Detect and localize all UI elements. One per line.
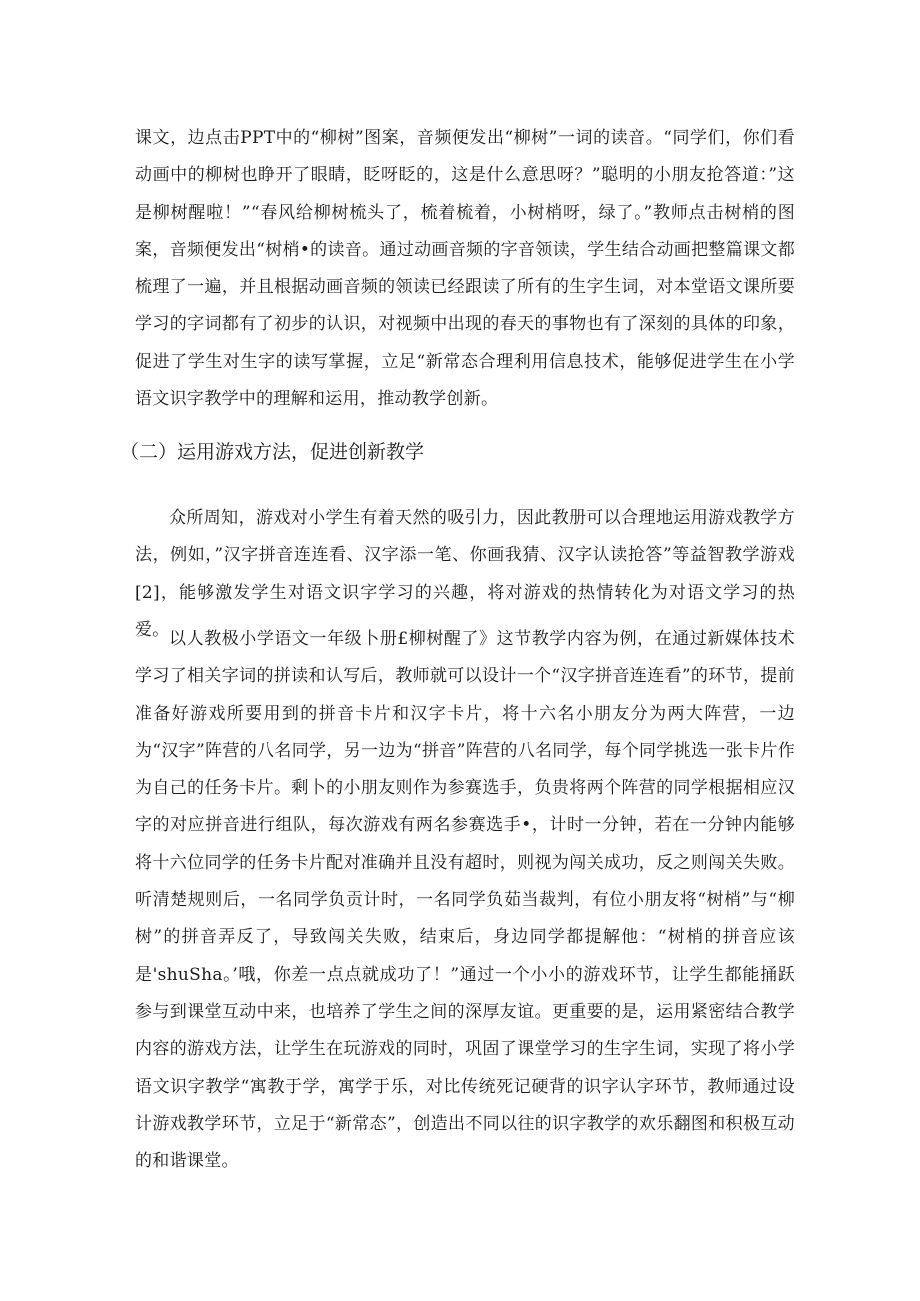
paragraph-1: 课文，边点击PPT中的“柳树”图案，音频便发出“柳树”一词的读音。“同学们，你们看动画中的柳树也睁开了眼睛，眨呀眨的，这是什么意思呀？”聪明的小朋友抢答道：”这是柳树醒啦！”“春风给柳树梳头了，梳着梳着，小树梢呀，绿了。”教师点击树梢的图案，音频便发出“树梢•的读音。通过动画音频的字音领读，学生结合动画把整篇课文都梳理了一遍，并且根据动画音频的领读已经跟读了所有的生字生词，对本堂语文课所要学习的字词都有了初步的认识，对视频中出现的春天的事物也有了深刻的具体的印象，促进了学生对生字的读写掌握，立足“新常态合理利用信息技术，能够促进学生在小学语文识字教学中的理解和运用，推动教学创新。 [135, 128, 795, 410]
paragraph-3: 以人教极小学语文一年级卜册£柳树醒了》这节教学内容为例，在通过新媒体技术学习了相关字词的拼读和认写后，教师就可以设计一个“汉字拼音连连看”的环节，提前准备好游戏所要用到的拼音卡片和汉字卡片，将十六名小朋友分为两大阵营，一边为“汉字”阵营的八名同学，另一边为“拼音”阵营的八名同学，每个同学挑选一张卡片作为自己的任务卡片。剩卜的小朋友则作为参赛选手，负贵将两个阵营的同学根据相应汉字的对应拼音进行组队，每次游戏有两名参赛选手•，计时一分钟，若在一分钟内能够将十六位同学的任务卡片配对准确并且没有超时，则视为闯关成功，反之则闯关失败。听清楚规则后，一名同学负贡计时，一名同学负茹当裁判，有位小朋友将“树梢”与“柳树”的拼音弄反了，导致闯关失败，结束后，身边同学都提解他：“树梢的拼音应该是'shuSha。’哦，你差一点点就成功了！”通过一个小小的游戏环节，让学生都能捅跃参与到课堂互动中来，也培养了学生之间的深厚友谊。更重要的是，运用紧密结合教学内容的游戏方法，让学生在玩游戏的同时，巩固了课堂学习的生字生词，实现了将小学语文识字教学“寓教于学，寓学于乐，对比传统死记硬背的识字认字环节，教师通过设计游戏教学环节，立足于“新常态”，创造出不同以往的识字教学的欢乐翻图和积极互动的和谐课堂。 [135, 629, 795, 1172]
section-heading: （二）运用游戏方法，促进创新教学 [120, 441, 425, 463]
paragraph-1-block [135, 120, 795, 418]
paragraph-2: 众所周知，游戏对小学生有着天然的吸引力，因此教册可以合理地运用游戏教学方法，例如，”汉字拼音连连看、汉字添一笔、你画我猜、汉字认读抢答”等益智教学游戏[2]，能够激发学生对语文识字学习的兴趣，将对游戏的热情转化为对语文学习的热爱。 [135, 508, 795, 640]
paragraph-3-block [135, 621, 795, 1180]
